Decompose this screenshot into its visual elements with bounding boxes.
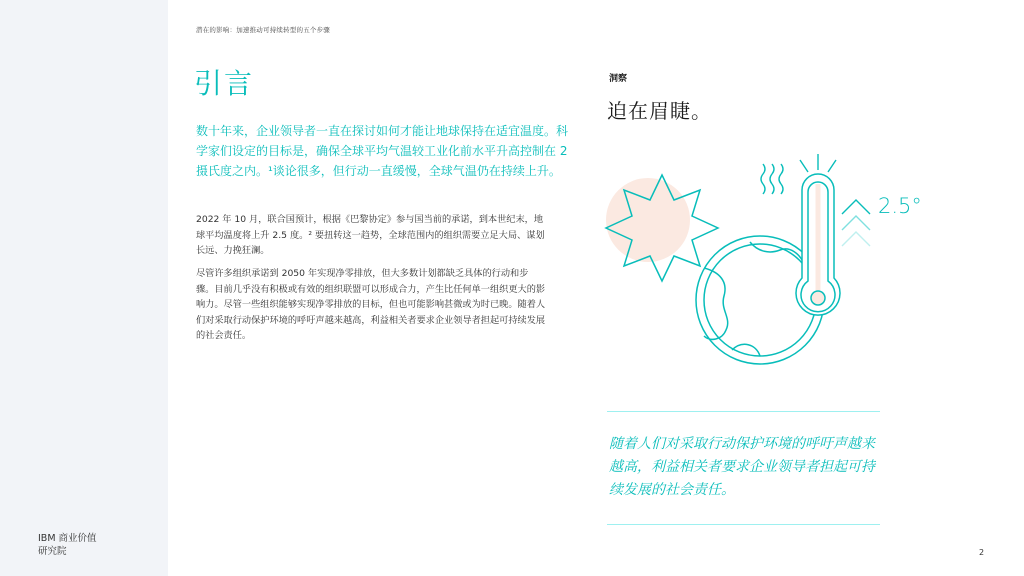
brand-line-1: IBM 商业价值 — [38, 533, 97, 544]
insight-title: 迫在眉睫。 — [607, 99, 712, 123]
brand-line-2: 研究院 — [38, 546, 67, 557]
body-paragraph-1: 2022 年 10 月，联合国预计，根据《巴黎协定》参与国当前的承诺，到本世纪末，地球平均温度将上升 2.5 度。² 要扭转这一趋势，全球范围内的组织需要立足大局、谋划长远、力挽狂澜。 — [196, 214, 545, 256]
running-header: 潜在的影响：加速推动可持续转型的五个步骤 — [196, 26, 330, 34]
up-chevrons-icon — [842, 200, 870, 246]
quote-divider-bottom — [607, 524, 880, 525]
intro-heading: 引言 — [194, 67, 255, 100]
temperature-rise-label: 2.5° — [878, 194, 922, 218]
sun-icon — [606, 175, 718, 281]
climate-illustration — [600, 150, 880, 385]
sidebar-panel — [0, 0, 168, 576]
pull-quote: 随着人们对采取行动保护环境的呼吁声越来越高，利益相关者要求企业领导者担起可持续发展的社会责任。 — [609, 436, 875, 498]
body-paragraph-2: 尽管许多组织承诺到 2050 年实现净零排放，但大多数计划都缺乏具体的行动和步骤。目前几乎没有积极或有效的组织联盟可以形成合力，产生比任何单一组织更大的影响力。尽管一些组织能够实现净零排放的目标，但也可能影响甚微或为时已晚。随着人们对采取行动保护环境的呼吁声越来越高，利益相关者要求企业领导者担起可持续发展的社会责任。 — [196, 268, 546, 341]
insight-label: 洞察 — [609, 74, 628, 84]
thermometer-icon — [796, 174, 840, 315]
rays-icon — [800, 154, 836, 172]
intro-lead-paragraph: 数十年来，企业领导者一直在探讨如何才能让地球保持在适宜温度。科学家们设定的目标是，确保全球平均气温较工业化前水平升高控制在 2 摄氏度之内。¹谈论很多，但行动一直缓慢，全球气温仍在持续上升。 — [196, 124, 569, 178]
heat-wave-icon — [761, 164, 783, 194]
ibm-institute-brand — [38, 532, 97, 558]
quote-divider-top — [607, 411, 880, 412]
page-number: 2 — [979, 548, 985, 557]
